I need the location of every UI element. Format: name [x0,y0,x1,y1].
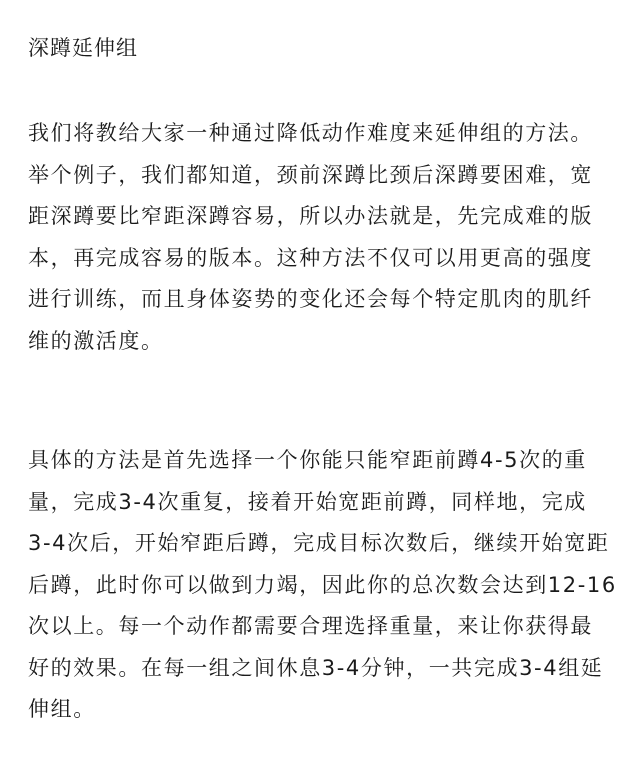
text-line: 进行训练，而且身体姿势的变化还会每个特定肌肉的肌纤 [28,287,593,311]
text-line: 次以上。每一个动作都需要合理选择重量，来让你获得最 [28,614,593,638]
text-line: 伸组。 [28,697,96,721]
text-line: 维的激活度。 [28,328,164,353]
text-line: 好的效果。在每一组之间休息3-4分钟，一共完成3-4组延 [28,655,604,680]
text-line: 举个例子，我们都知道，颈前深蹲比颈后深蹲要困难，宽 [28,162,593,187]
paragraph-method [28,440,628,731]
text-line: 量，完成3-4次重复，接着开始宽距前蹲，同样地，完成 [28,489,587,514]
text-line: 具体的方法是首先选择一个你能只能窄距前蹲4-5次的重 [28,448,587,472]
paragraph-intro [28,113,628,362]
text-line: 后蹲，此时你可以做到力竭，因此你的总次数会达到12-16 [28,572,617,597]
article-title: 深蹲延伸组 [28,36,138,60]
text-line: 3-4次后，开始窄距后蹲，完成目标次数后，继续开始宽距 [28,531,610,555]
text-line: 距深蹲要比窄距深蹲容易，所以办法就是，先完成难的版 [28,204,593,228]
text-line: 我们将教给大家一种通过降低动作难度来延伸组的方法。 [28,121,593,145]
text-line: 本，再完成容易的版本。这种方法不仅可以用更高的强度 [28,245,593,270]
